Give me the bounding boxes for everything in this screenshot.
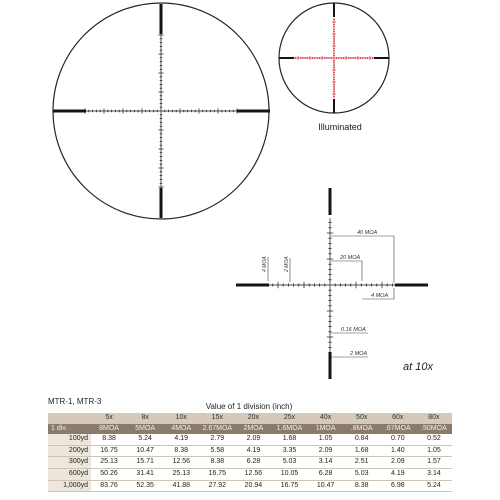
value-cell: 10.47 — [127, 445, 163, 457]
value-cell: 25.13 — [91, 457, 127, 469]
value-cell: 0.70 — [380, 434, 416, 445]
value-cell: 31.41 — [127, 468, 163, 480]
range-label-cell: 600yd — [48, 468, 91, 480]
dim-2moa-left-label: 2 MOA — [284, 256, 290, 272]
value-cell: 0.52 — [416, 434, 452, 445]
value-cell: 1.68 — [271, 434, 307, 445]
magnification-header-cell: 60x — [380, 413, 416, 424]
table-row — [48, 480, 452, 492]
range-label-cell: 1,000yd — [48, 480, 91, 492]
range-label-cell: 200yd — [48, 445, 91, 457]
value-cell: 1.57 — [416, 457, 452, 469]
value-cell: 1.05 — [416, 445, 452, 457]
division-moa-cell: .67MOA — [380, 424, 416, 435]
dim-20moa-label: 20 MOA — [340, 255, 361, 261]
magnification-header-cell: 25x — [271, 413, 307, 424]
value-cell: 6.98 — [380, 480, 416, 492]
dim-4moa-left-label: 4 MOA — [262, 256, 268, 272]
value-cell: 3.14 — [416, 468, 452, 480]
magnification-header-cell: 80x — [416, 413, 452, 424]
value-cell: 2.09 — [235, 434, 271, 445]
value-cell: 10.05 — [271, 468, 307, 480]
value-cell: 27.92 — [199, 480, 235, 492]
table-row — [48, 457, 452, 469]
division-moa-row — [48, 424, 452, 435]
dim-20moa-line — [331, 261, 362, 281]
value-cell: 16.75 — [91, 445, 127, 457]
dim-016moa-label: 0.16 MOA — [341, 327, 366, 333]
value-cell: 16.75 — [271, 480, 307, 492]
magnification-header-cell: 40x — [308, 413, 344, 424]
detail-post-right — [395, 284, 428, 287]
division-label-cell: 1 div. — [48, 424, 91, 435]
value-cell: 83.76 — [91, 480, 127, 492]
table-row — [48, 434, 452, 445]
value-cell: 4.19 — [163, 434, 199, 445]
value-cell: 2.09 — [308, 445, 344, 457]
value-cell: 6.28 — [235, 457, 271, 469]
dim-40moa-label: 40 MOA — [357, 230, 378, 236]
value-cell: 6.28 — [308, 468, 344, 480]
detail-reticle-ticks — [263, 218, 397, 352]
value-cell: 1.68 — [344, 445, 380, 457]
division-moa-cell: 5MOA — [127, 424, 163, 435]
value-cell: 5.24 — [127, 434, 163, 445]
value-cell: 5.58 — [199, 445, 235, 457]
division-moa-cell: 8MOA — [91, 424, 127, 435]
value-cell: 5.24 — [416, 480, 452, 492]
value-cell: 8.38 — [91, 434, 127, 445]
value-cell: 4.19 — [380, 468, 416, 480]
value-cell: 12.56 — [163, 457, 199, 469]
value-cell: 8.38 — [163, 445, 199, 457]
magnification-header-cell: 15x — [199, 413, 235, 424]
value-cell: 16.75 — [199, 468, 235, 480]
value-cell: 4.19 — [235, 445, 271, 457]
value-cell: 2.09 — [380, 457, 416, 469]
division-moa-cell: 1.6MOA — [271, 424, 307, 435]
magnification-header-cell: 8x — [127, 413, 163, 424]
value-cell: 5.03 — [271, 457, 307, 469]
division-moa-cell: 1MOA — [308, 424, 344, 435]
division-moa-cell: 4MOA — [163, 424, 199, 435]
division-moa-cell: 2MOA — [235, 424, 271, 435]
value-cell: 5.03 — [344, 468, 380, 480]
table-title: Value of 1 division (inch) — [205, 402, 293, 411]
detail-post-left — [236, 284, 269, 287]
value-cell: 2.79 — [199, 434, 235, 445]
illuminated-caption: Illuminated — [318, 122, 362, 132]
value-cell: 1.40 — [380, 445, 416, 457]
value-cell: 8.38 — [344, 480, 380, 492]
magnification-header-cell: 5x — [91, 413, 127, 424]
value-cell: 2.51 — [344, 457, 380, 469]
detail-post-bottom — [329, 352, 332, 379]
dim-4moa-right-label: 4 MOA — [371, 293, 389, 299]
value-cell: 10.47 — [308, 480, 344, 492]
value-cell: 3.35 — [271, 445, 307, 457]
division-value-table — [48, 413, 452, 492]
value-cell: 50.26 — [91, 468, 127, 480]
value-cell: 25.13 — [163, 468, 199, 480]
division-moa-cell: 2.67MOA — [199, 424, 235, 435]
range-label-cell: 300yd — [48, 457, 91, 469]
division-moa-cell: .50MOA — [416, 424, 452, 435]
range-label-cell: 100yd — [48, 434, 91, 445]
division-moa-cell: .8MOA — [344, 424, 380, 435]
header-corner-cell — [48, 413, 91, 424]
magnification-note: at 10x — [403, 361, 433, 373]
magnification-header-cell: 50x — [344, 413, 380, 424]
value-cell: 15.71 — [127, 457, 163, 469]
table-row — [48, 468, 452, 480]
value-cell: 20.94 — [235, 480, 271, 492]
detail-post-top — [329, 188, 332, 215]
value-cell: 1.05 — [308, 434, 344, 445]
value-cell: 52.35 — [127, 480, 163, 492]
magnification-header-cell: 20x — [235, 413, 271, 424]
model-names: MTR-1, MTR-3 — [48, 397, 102, 406]
value-cell: 41.88 — [163, 480, 199, 492]
table-row — [48, 445, 452, 457]
value-cell: 12.56 — [235, 468, 271, 480]
value-cell: 0.84 — [344, 434, 380, 445]
magnification-header-cell: 10x — [163, 413, 199, 424]
magnification-header-row — [48, 413, 452, 424]
dim-2moa-bottom-label: 2 MOA — [350, 351, 368, 357]
value-cell: 3.14 — [308, 457, 344, 469]
value-cell: 8.38 — [199, 457, 235, 469]
